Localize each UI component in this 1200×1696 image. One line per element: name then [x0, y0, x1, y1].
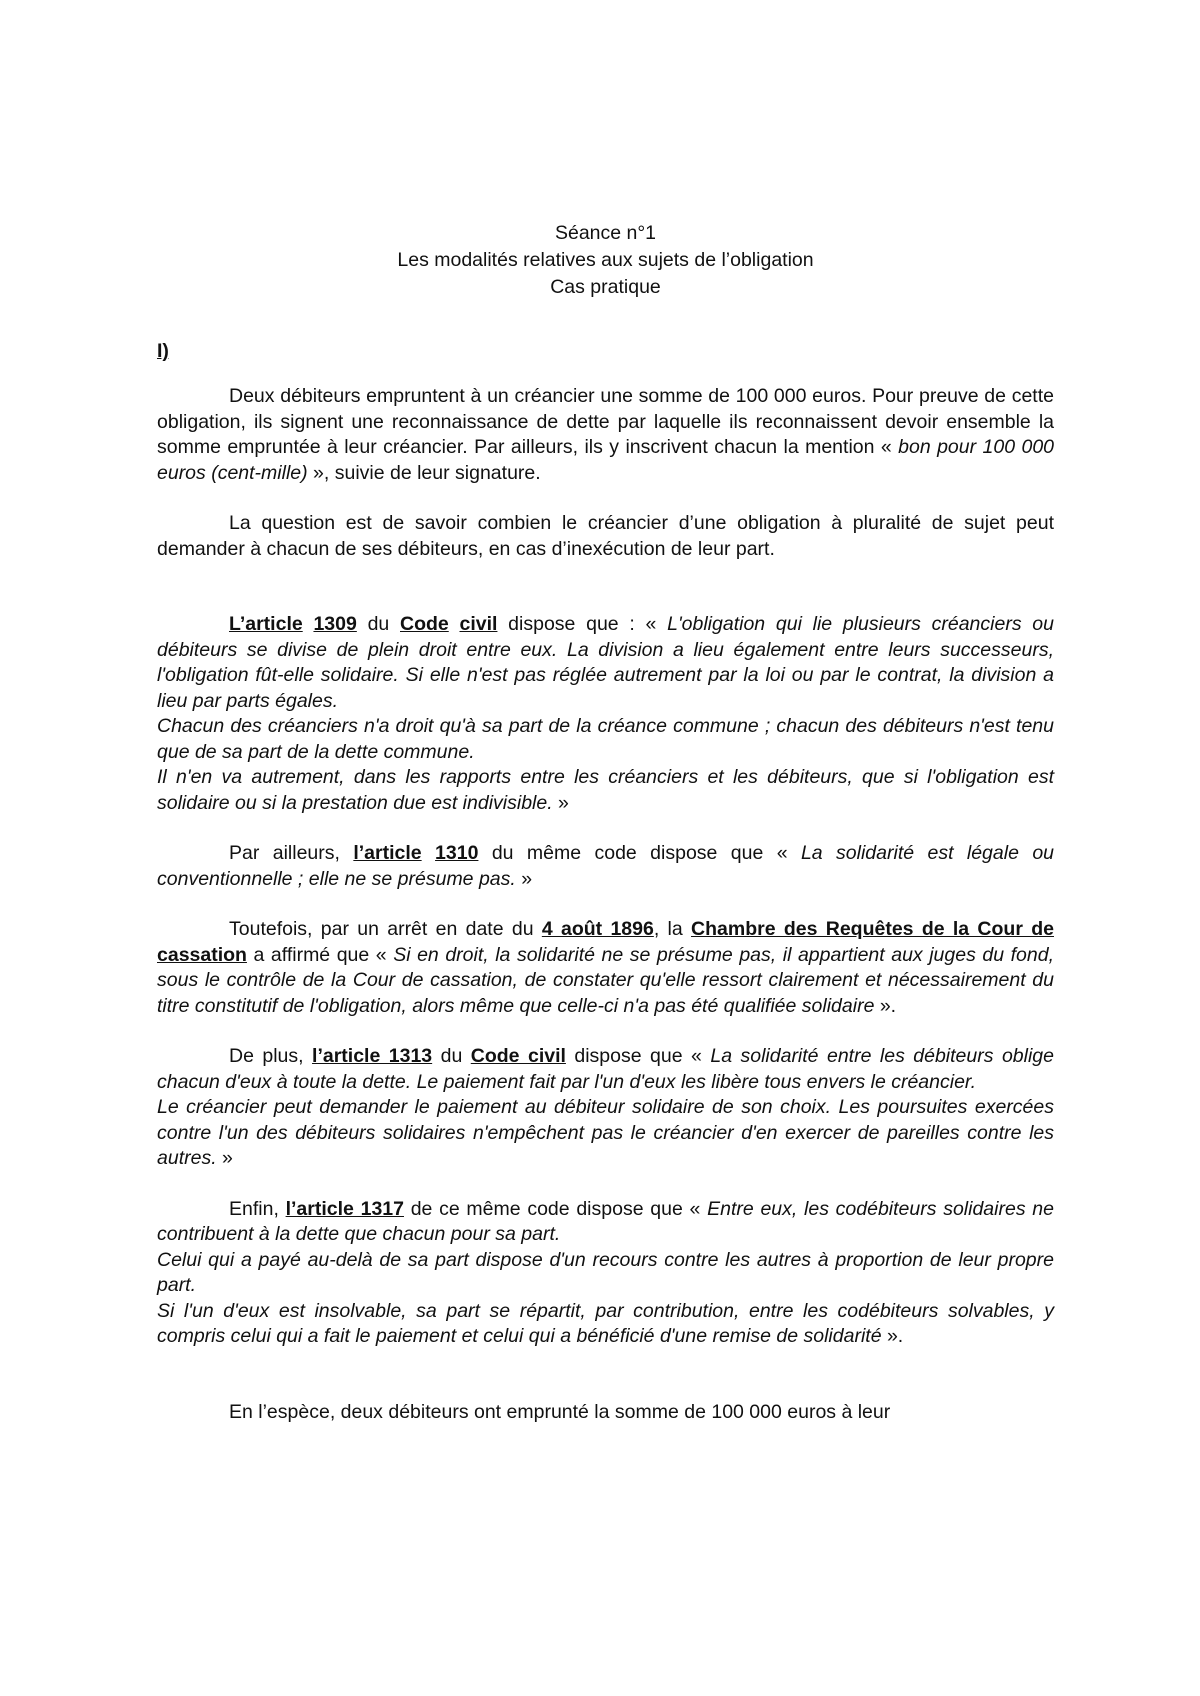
- paragraph-article-1313: [157, 1044, 1054, 1095]
- intro-text: Par ailleurs,: [229, 842, 354, 864]
- quote-end: »: [552, 791, 569, 814]
- quote-part-3: Il n'en va autrement, dans les rapports entre les créanciers et les débiteurs, que si l'obligation est solidaire ou si la prestation due est indivisible.: [157, 766, 1054, 814]
- paragraph-article-1317: [157, 1197, 1054, 1248]
- quote-line-2: [157, 1095, 1054, 1172]
- quote-line-2: [157, 1248, 1054, 1299]
- connector-text: du: [356, 613, 400, 635]
- quote-line-2: [157, 714, 1054, 765]
- document-header: [157, 220, 1054, 301]
- quote-part-2: Celui qui a payé au-delà de sa part dispose d'un recours contre les autres à proportion de leur propre part.: [157, 1248, 1054, 1296]
- quote-part-1: La solidarité entre les débiteurs oblige chacun d'eux à toute la dette. Le paiement fait par l'un d'eux les libère tous envers le créancier.: [157, 1045, 1054, 1093]
- facts-quote: bon pour 100 000 euros (cent-mille): [157, 436, 1055, 484]
- paragraph-facts: [157, 384, 1054, 486]
- court-name: Chambre des Requêtes de la Cour de cassation: [157, 918, 1054, 966]
- quote-part-1: Entre eux, les codébiteurs solidaires ne contribuent à la dette que chacun pour sa part.: [157, 1197, 1054, 1245]
- quote-end: »: [216, 1147, 233, 1169]
- section-heading: I): [157, 340, 169, 362]
- paragraph-jurisprudence: [157, 917, 1054, 1019]
- quote-end: ».: [874, 994, 897, 1017]
- course-title: Les modalités relatives aux sujets de l’obligation: [397, 249, 814, 271]
- civil-ref: civil: [459, 613, 498, 635]
- paragraph-article-1309: [157, 612, 1054, 714]
- intro-text: Enfin,: [229, 1197, 286, 1220]
- connector-text: du: [432, 1045, 471, 1067]
- connector-text: de ce même code dispose que «: [403, 1197, 708, 1220]
- quote-part-2: Le créancier peut demander le paiement au débiteur solidaire de son choix. Les poursuites exercées contre l'un des débiteurs solidaires n'empêchent pas le créancier d'en exercer de pareilles contre les autres.: [157, 1096, 1054, 1169]
- quote-part-2: Chacun des créanciers n'a droit qu'à sa part de la créance commune ; chacun des débiteurs n'est tenu que de sa part de la dette commune.: [157, 715, 1054, 763]
- code-ref: Code: [400, 613, 449, 635]
- article-ref: L’article: [229, 613, 303, 635]
- connector-text-2: dispose que «: [565, 1045, 711, 1067]
- facts-text: Deux débiteurs empruntent à un créancier une somme de 100 000 euros. Pour preuve de cette obligation, ils signent une reconnaissance de dette par laquelle ils reconnaissent devoir ensemble la somme empruntée à leur créancier. Par ailleurs, ils y inscrivent chacun la mention «: [157, 385, 1054, 458]
- quote-line-3: [157, 765, 1054, 816]
- connector-text-2: a affirmé que «: [246, 943, 394, 966]
- quote-text: Si en droit, la solidarité ne se présume pas, il appartient aux juges du fond, sous le contrôle de la Cour de cassation, de constater qu'elle ressort clairement et nécessairement du titre constitutif de l'obligation, alors même que celle-ci n'a pas été qualifiée solidaire: [157, 943, 1054, 1017]
- quote-part-1: L'obligation qui lie plusieurs créanciers ou débiteurs se divise de plein droit entre eux. La division a lieu également entre leurs successeurs, l'obligation fût-elle solidaire. Si elle n'est pas réglée autrement par la loi ou par le contrat, la division a lieu par parts égales.: [157, 613, 1054, 712]
- intro-text: De plus,: [229, 1045, 313, 1067]
- decision-date: 4 août 1896: [541, 918, 654, 940]
- article-number: 1309: [313, 613, 357, 635]
- quote-line-3: [157, 1299, 1054, 1350]
- article-ref: l’article 1313: [312, 1045, 433, 1067]
- connector-text: du même code dispose que «: [478, 842, 801, 864]
- paragraph-application: En l’espèce, deux débiteurs ont emprunté la somme de 100 000 euros à leur: [229, 1400, 891, 1423]
- quote-end: ».: [881, 1325, 904, 1347]
- quote-part-3: Si l'un d'eux est insolvable, sa part se répartit, par contribution, entre les codébiteurs solvables, y compris celui qui a fait le paiement et celui qui a bénéficié d'une remise de solidarité: [157, 1299, 1054, 1347]
- quote-text: La solidarité est légale ou conventionnelle ; elle ne se présume pas.: [157, 842, 1055, 890]
- document-body: [157, 339, 1054, 1425]
- article-ref: l’article: [353, 842, 422, 864]
- code-ref: Code civil: [470, 1045, 566, 1067]
- session-title: Séance n°1: [554, 222, 657, 244]
- paragraph-question: La question est de savoir combien le créancier d’une obligation à pluralité de sujet peut demander à chacun de ses débiteurs, en cas d’inexécution de leur part.: [157, 512, 1054, 560]
- quote-end: »: [515, 867, 533, 890]
- intro-text: Toutefois, par un arrêt en date du: [229, 918, 542, 940]
- exercise-type: Cas pratique: [550, 276, 661, 298]
- intro-text: dispose que : «: [497, 613, 668, 635]
- article-number: 1310: [435, 842, 479, 864]
- paragraph-article-1310: [157, 841, 1054, 892]
- facts-text-end: », suivie de leur signature.: [307, 461, 541, 484]
- connector-text: , la: [653, 918, 692, 940]
- article-ref: l’article 1317: [285, 1197, 404, 1220]
